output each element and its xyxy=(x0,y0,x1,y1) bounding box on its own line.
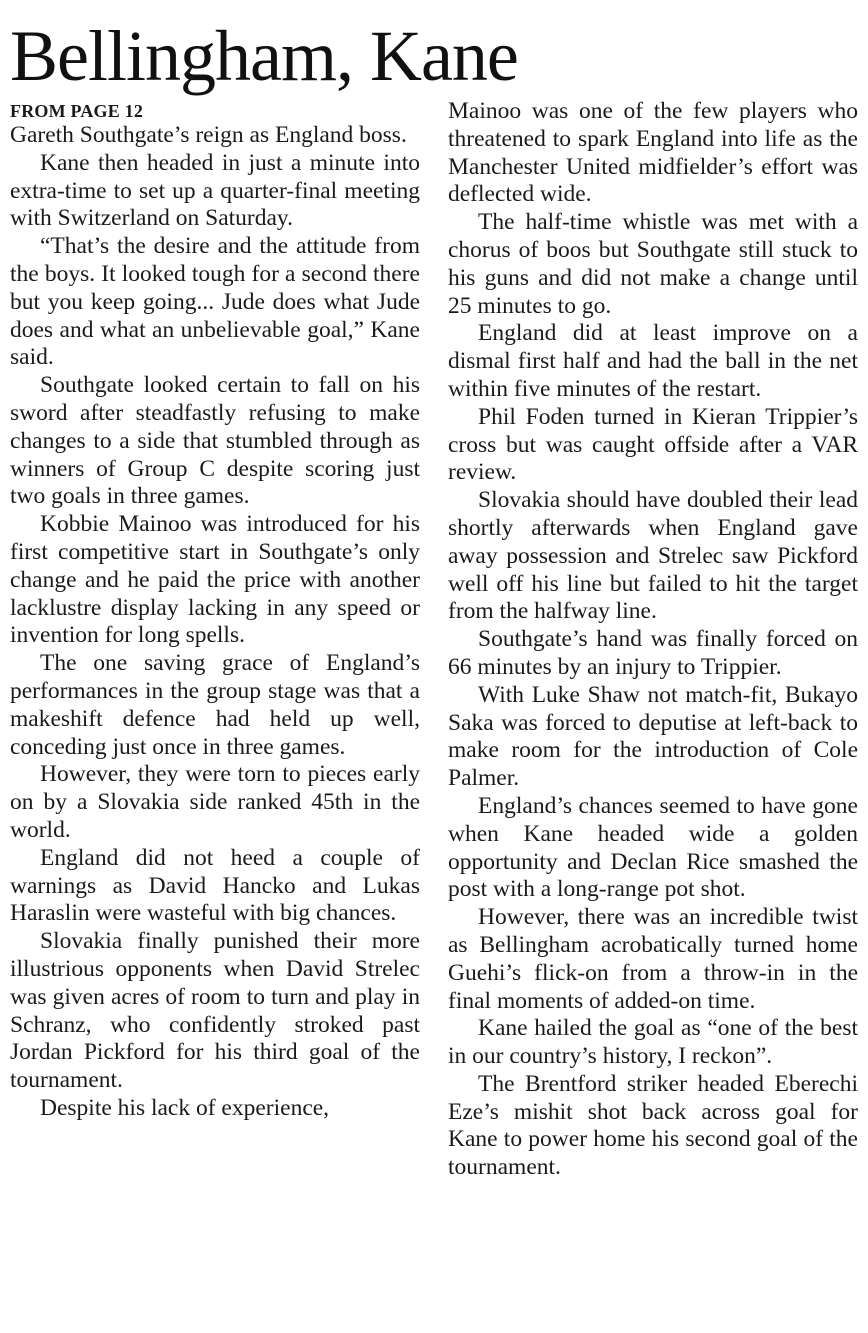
paragraph: Kane hailed the goal as “one of the best in our country’s history, I reckon”. xyxy=(448,1015,858,1070)
paragraph: “That’s the desire and the attitude from the boys. It looked tough for a second there but you keep going... Jude does what Jude does and what an unbelievable goal,” Kane said. xyxy=(10,233,420,371)
headline: Bellingham, Kane xyxy=(10,16,518,96)
paragraph: Kobbie Mainoo was introduced for his first competitive start in Southgate’s only change and he paid the price with another lacklustre display lacking in any speed or invention for long spells. xyxy=(10,511,420,649)
paragraph: Gareth Southgate’s reign as England boss. xyxy=(10,122,407,148)
paragraph: The one saving grace of England’s performances in the group stage was that a makeshift defence had held up well, conceding just once in three games. xyxy=(10,650,420,760)
paragraph: England did not heed a couple of warnings as David Hancko and Lukas Haraslin were wasteful with big chances. xyxy=(10,844,420,927)
paragraph: The Brentford striker headed Eberechi Eze’s mishit shot back across goal for Kane to power home his second goal of the tournament. xyxy=(448,1070,858,1181)
paragraph: Despite his lack of experience, xyxy=(40,1094,330,1121)
paragraph: Kane then headed in just a minute into extra-time to set up a quarter-final meeting with Switzerland on Saturday. xyxy=(10,149,420,232)
paragraph: With Luke Shaw not match-fit, Bukayo Saka was forced to deputise at left-back to make room for the introduction of Cole Palmer. xyxy=(448,681,858,792)
paragraph: Mainoo was one of the few players who threatened to spark England into life as the Manchester United midfielder’s effort was deflected wide. xyxy=(448,98,858,208)
paragraph: England did at least improve on a dismal first half and had the ball in the net within five minutes of the restart. xyxy=(448,320,858,402)
paragraph: Southgate looked certain to fall on his sword after steadfastly refusing to make changes to a side that stumbled through as winners of Group C despite scoring just two goals in three games. xyxy=(10,372,420,510)
paragraph: Slovakia finally punished their more illustrious opponents when David Strelec was given acres of room to turn and play in Schranz, who confidently stroked past Jordan Pickford for his third goal of the tournament. xyxy=(10,928,420,1094)
paragraph: Phil Foden turned in Kieran Trippier’s cross but was caught offside after a VAR review. xyxy=(448,403,858,486)
continuation-kicker: FROM PAGE 12 xyxy=(10,101,144,121)
paragraph: Slovakia should have doubled their lead shortly afterwards when England gave away possession and Strelec saw Pickford well off his line but failed to hit the target from the halfway line. xyxy=(448,487,858,625)
paragraph: However, there was an incredible twist as Bellingham acrobatically turned home Guehi’s flick-on from a throw-in in the final moments of added-on time. xyxy=(448,904,858,1014)
article-column-left xyxy=(10,100,420,1123)
paragraph: England’s chances seemed to have gone when Kane headed wide a golden opportunity and Declan Rice smashed the post with a long-range pot shot. xyxy=(448,792,858,903)
paragraph: The half-time whistle was met with a chorus of boos but Southgate still stuck to his guns and did not make a change until 25 minutes to go. xyxy=(448,209,858,319)
paragraph: However, they were torn to pieces early on by a Slovakia side ranked 45th in the world. xyxy=(10,761,420,843)
article-column-right xyxy=(448,98,858,1182)
paragraph: Southgate’s hand was finally forced on 66 minutes by an injury to Trippier. xyxy=(448,626,858,680)
